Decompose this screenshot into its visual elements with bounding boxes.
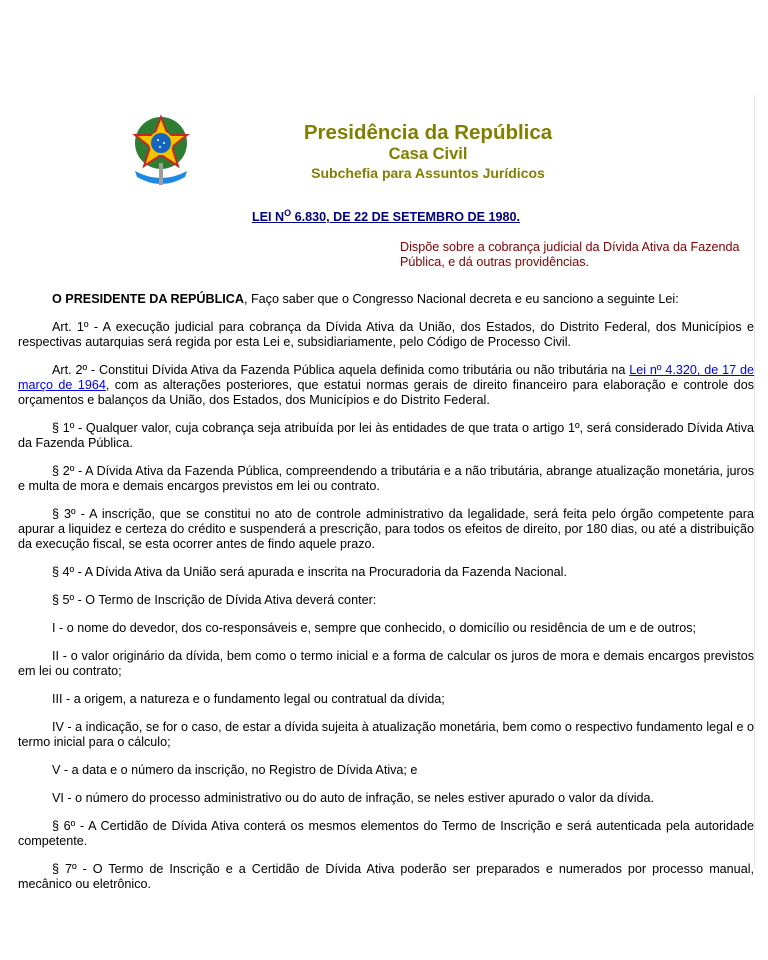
- paragraph: V - a data e o número da inscrição, no Registro de Dívida Ativa; e: [52, 763, 418, 778]
- page-edge-divider: [754, 95, 755, 868]
- article-1: Art. 1º - A execução judicial para cobrança da Dívida Ativa da União, dos Estados, do Distrito Federal, dos Municípios e respectivas autarquias será regida por esta Lei e, subsidiariamente, pelo Código de Processo Civil.: [18, 320, 754, 350]
- header-title: Presidência da República: [303, 121, 553, 144]
- preamble-bold: O PRESIDENTE DA REPÚBLICA: [52, 292, 244, 307]
- coat-of-arms-icon: [131, 113, 191, 188]
- law-title-rest: 6.830, DE 22 DE SETEMBRO DE 1980.: [291, 210, 521, 225]
- paragraph-list: [18, 421, 754, 892]
- document-content: [18, 95, 754, 892]
- paragraph: II - o valor originário da dívida, bem como o termo inicial e a forma de calcular os juros de mora e demais encargos previstos em lei ou contrato;: [18, 649, 754, 679]
- paragraph: § 5º - O Termo de Inscrição de Dívida Ativa deverá conter:: [52, 593, 377, 608]
- paragraph: § 6º - A Certidão de Dívida Ativa conterá os mesmos elementos do Termo de Inscrição e será autenticada pela autoridade competente.: [18, 819, 754, 849]
- header: [18, 95, 754, 200]
- paragraph: III - a origem, a natureza e o fundamento legal ou contratual da dívida;: [52, 692, 445, 707]
- article-2-text-rest: , com as alterações posteriores, que estatui normas gerais de direito financeiro para elaboração e controle dos orçamentos e balanços da União, dos Estados, dos Municípios e do Distrito Federal.: [18, 378, 754, 408]
- law-title: [18, 206, 754, 225]
- article-2-text: Art. 2º - Constitui Dívida Ativa da Fazenda Pública aquela definida como tributária ou não tributária na: [52, 363, 630, 378]
- paragraph: § 7º - O Termo de Inscrição e a Certidão de Dívida Ativa poderão ser preparados e numerados por processo manual, mecânico ou eletrônico.: [18, 862, 754, 892]
- header-titles: [198, 121, 658, 182]
- paragraph: § 1º - Qualquer valor, cuja cobrança seja atribuída por lei às entidades de que trata o artigo 1º, será considerado Dívida Ativa da Fazenda Pública.: [18, 421, 754, 451]
- ementa: Dispõe sobre a cobrança judicial da Dívida Ativa da Fazenda Pública, e dá outras providências.: [400, 240, 740, 270]
- header-subtitle: Casa Civil: [388, 145, 468, 163]
- law-4320-link[interactable]: Lei nº 4.320, de 17 de março de 1964: [18, 363, 754, 393]
- paragraph: I - o nome do devedor, dos co-responsáveis e, sempre que conhecido, o domicílio ou residência de um e de outros;: [52, 621, 697, 636]
- paragraph: IV - a indicação, se for o caso, de estar a dívida sujeita à atualização monetária, bem como o respectivo fundamento legal e o termo inicial para o cálculo;: [18, 720, 754, 750]
- header-subsubtitle: Subchefia para Assuntos Jurídicos: [311, 165, 545, 181]
- paragraph: § 4º - A Dívida Ativa da União será apurada e inscrita na Procuradoria da Fazenda Nacional.: [52, 565, 567, 580]
- article-2: [18, 363, 754, 408]
- paragraph: VI - o número do processo administrativo ou do auto de infração, se neles estiver apurado o valor da dívida.: [52, 791, 655, 806]
- law-title-link[interactable]: [252, 210, 520, 224]
- preamble-text: , Faço saber que o Congresso Nacional decreta e eu sanciono a seguinte Lei:: [243, 292, 679, 307]
- law-title-prefix: LEI N: [251, 210, 285, 225]
- paragraph: § 2º - A Dívida Ativa da Fazenda Pública, compreendendo a tributária e a não tributária, abrange atualização monetária, juros e multa de mora e demais encargos previstos em lei ou contrato.: [18, 464, 754, 494]
- law-title-sup: O: [284, 208, 292, 218]
- paragraph: § 3º - A inscrição, que se constitui no ato de controle administrativo da legalidade, será feita pelo órgão competente para apurar a liquidez e certeza do crédito e suspenderá a prescrição, para todos os efeitos de direito, por 180 dias, ou até a distribuição da execução fiscal, se esta ocorrer antes de findo aquele prazo.: [18, 507, 754, 552]
- preamble: [18, 292, 754, 307]
